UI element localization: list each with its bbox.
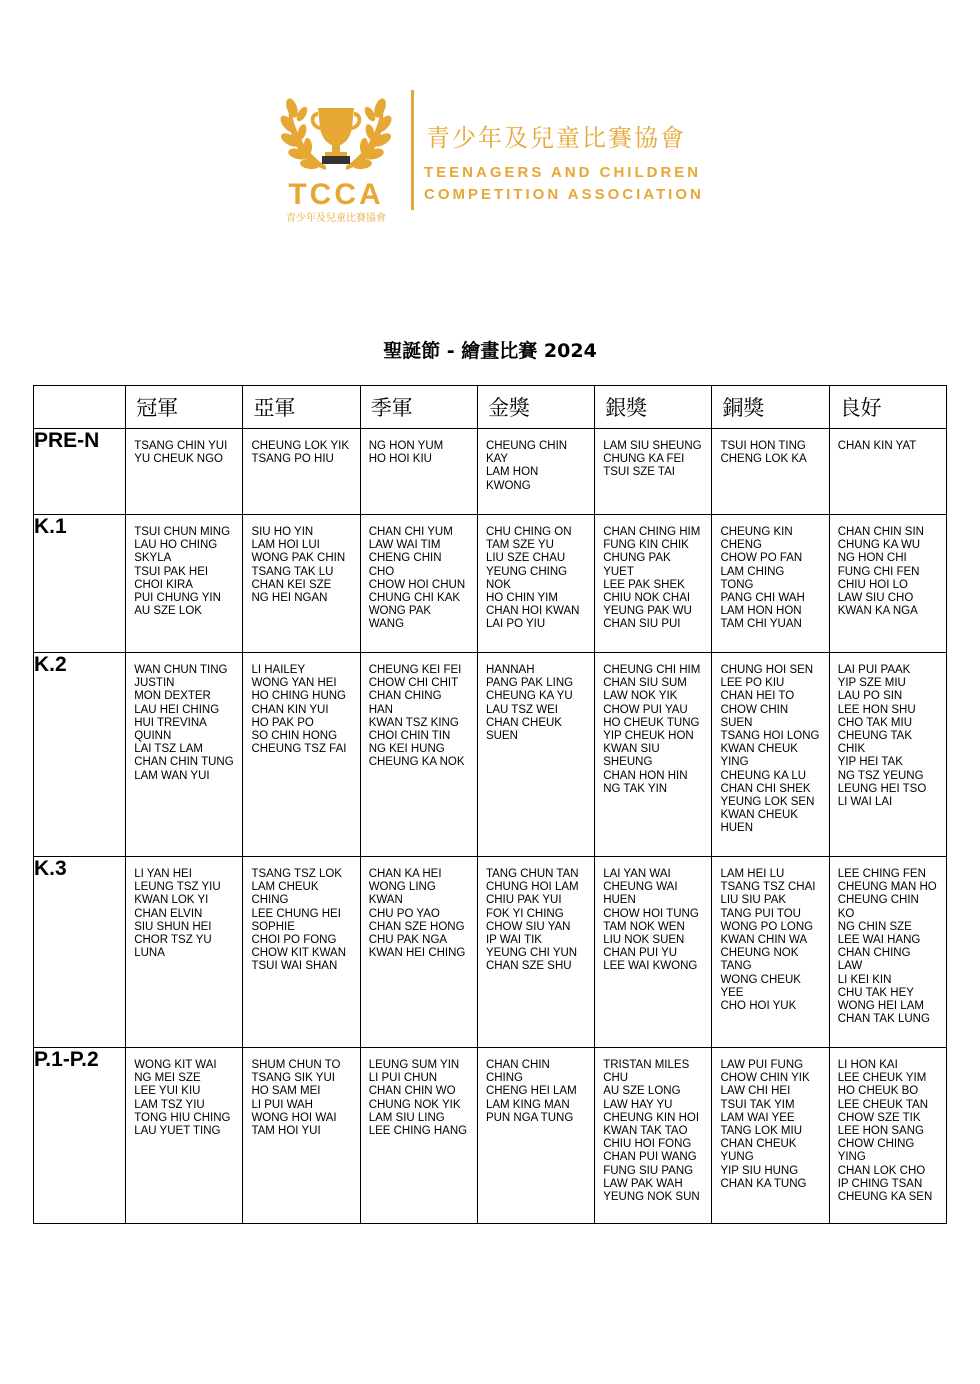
table-cell <box>595 1048 712 1224</box>
association-name-english-line1: TEENAGERS AND CHILDREN <box>424 164 702 181</box>
winner-names: CHAN KIN YAT <box>837 440 917 452</box>
association-name-chinese: 青少年及兒童比賽協會 <box>426 124 686 152</box>
winner-names: CHAN CHI YUM LAW WAI TIM CHENG CHIN CHO CHOW HOI CHUN CHUNG CHI KAK WONG PAK WANG <box>368 526 466 631</box>
table-row-p1-p2 <box>34 1048 947 1224</box>
table-row-k1 <box>34 515 947 653</box>
table-cell <box>243 653 360 857</box>
winner-names: LEE CHING FEN CHEUNG MAN HO CHEUNG CHIN KO NG CHIN SZE LEE WAI HANG CHAN CHING LAW LI KEI KIN CHU TAK HEY WONG HEI LAM CHAN TAK LUNG <box>837 868 937 1026</box>
winner-names: TSUI CHUN MING LAU HO CHING SKYLA TSUI PAK HEI CHOI KIRA PUI CHUNG YIN AU SZE LOK <box>134 526 231 618</box>
winner-names: LAI PUI PAAK YIP SZE MIU LAU PO SIN LEE HON SHU CHO TAK MIU CHEUNG TAK CHIK YIP HEI TAK NG TSZ YEUNG LEUNG HEI TSO LI WAI LAI <box>837 664 927 809</box>
winner-names: LI HON KAI LEE CHEUK YIM HO CHEUK BO LEE CHEUK TAN CHOW SZE TIK LEE HON SANG CHOW CHING YING CHAN LOK CHO IP CHING TSAN CHEUNG KA SEN <box>837 1059 933 1204</box>
table-cell <box>360 857 477 1048</box>
winner-names: CHUNG HOI SEN LEE PO KIU CHAN HEI TO CHOW CHIN SUEN TSANG HOI LONG KWAN CHEUK YING CHEUNG KA LU CHAN CHI SHEK YEUNG LOK SEN KWAN CHEUK HUEN <box>720 664 820 835</box>
winner-names: TSUI HON TING CHENG LOK KA <box>720 440 807 466</box>
table-cell <box>360 515 477 653</box>
winner-names: LAI YAN WAI CHEUNG WAI HUEN CHOW HOI TUNG TAM NOK WEN LIU NOK SUEN CHAN PUI YU LEE WAI KWONG <box>603 868 699 973</box>
winner-names: SHUM CHUN TO TSANG SIK YUI HO SAM MEI LI PUI WAH WONG HOI WAI TAM HOI YUI <box>251 1059 341 1138</box>
table-cell <box>477 857 594 1048</box>
header-second-runner-up: 季軍 <box>360 386 477 429</box>
winner-names: LAM HEI LU TSANG TSZ CHAI LIU SIU PAK TANG PUI TOU WONG PO LONG KWAN CHIN WA CHEUNG NOK TANG WONG CHEUK YEE CHO HOI YUK <box>720 868 816 1013</box>
winner-names: CHAN CHIN SIN CHUNG KA WU NG HON CHI FUNG CHI FEN CHIU HOI LO LAW SIU CHO KWAN KA NGA <box>837 526 924 618</box>
table-cell <box>829 429 946 515</box>
header-corner <box>34 386 126 429</box>
winner-names: LI YAN HEI LEUNG TSZ YIU KWAN LOK YI CHAN ELVIN SIU SHUN HEI CHOR TSZ YU LUNA <box>134 868 221 960</box>
header-row <box>34 386 947 429</box>
winner-names: TANG CHUN TAN CHUNG HOI LAM CHIU PAK YUI FOK YI CHING CHOW SIU YAN IP WAI TIK YEUNG CHI YUN CHAN SZE SHU <box>485 868 579 973</box>
emblem-text: TCCA <box>288 178 384 211</box>
table-cell <box>126 515 243 653</box>
winner-names: LEUNG SUM YIN LI PUI CHUN CHAN CHIN WO CHUNG NOK YIK LAM SIU LING LEE CHING HANG <box>368 1059 468 1138</box>
table-cell <box>829 1048 946 1224</box>
table-cell <box>829 515 946 653</box>
winner-names: SIU HO YIN LAM HOI LUI WONG PAK CHIN TSANG TAK LU CHAN KEI SZE NG HEI NGAN <box>251 526 346 605</box>
winner-names: CHEUNG CHI HIM CHAN SIU SUM LAW NOK YIK CHOW PUI YAU HO CHEUK TUNG YIP CHEUK HON KWAN SIU SHEUNG CHAN HON HIN NG TAK YIN <box>603 664 701 795</box>
table-cell <box>243 515 360 653</box>
table-cell <box>477 429 594 515</box>
table-cell <box>126 429 243 515</box>
header-first-runner-up: 亞軍 <box>243 386 360 429</box>
header-champion: 冠軍 <box>126 386 243 429</box>
winner-names: CHAN CHING HIM FUNG KIN CHIK CHUNG PAK YUET LEE PAK SHEK CHIU NOK CHAI YEUNG PAK WU CHAN SIU PUI <box>603 526 701 631</box>
winner-names: WAN CHUN TING JUSTIN MON DEXTER LAU HEI CHING HUI TREVINA QUINN LAI TSZ LAM CHAN CHIN TUNG LAM WAN YUI <box>134 664 234 782</box>
results-table <box>33 385 947 1224</box>
grade-label: PRE-N <box>34 429 126 515</box>
table-cell <box>595 653 712 857</box>
header-gold-award: 金獎 <box>477 386 594 429</box>
winner-names: WONG KIT WAI NG MEI SZE LEE YUI KIU LAM TSZ YIU TONG HIU CHING LAU YUET TING <box>134 1059 231 1138</box>
table-cell <box>712 653 829 857</box>
table-cell <box>712 515 829 653</box>
logo-divider <box>411 90 414 210</box>
table-cell <box>829 653 946 857</box>
table-cell <box>712 429 829 515</box>
winner-names: NG HON YUM HO HOI KIU <box>368 440 444 466</box>
emblem-subtext: 青少年及兒童比賽協會 <box>286 213 386 224</box>
table-row-pre-n <box>34 429 947 515</box>
table-cell <box>477 1048 594 1224</box>
grade-label: K.3 <box>34 857 126 1048</box>
table-cell <box>243 1048 360 1224</box>
winner-names: TSANG TSZ LOK LAM CHEUK CHING LEE CHUNG HEI SOPHIE CHOI PO FONG CHOW KIT KWAN TSUI WAI SHAN <box>251 868 346 973</box>
winner-names: CHEUNG KIN CHENG CHOW PO FAN LAM CHING TONG PANG CHI WAH LAM HON HON TAM CHI YUAN <box>720 526 805 631</box>
winner-names: LAW PUI FUNG CHOW CHIN YIK LAW CHI HEI TSUI TAK YIM LAM WAI YEE TANG LOK MIU CHAN CHEUK YUNG YIP SIU HUNG CHAN KA TUNG <box>720 1059 810 1190</box>
grade-label: K.1 <box>34 515 126 653</box>
table-cell <box>126 857 243 1048</box>
header-silver-award: 銀獎 <box>595 386 712 429</box>
table-cell <box>126 653 243 857</box>
winner-names: LAM SIU SHEUNG CHUNG KA FEI TSUI SZE TAI <box>603 440 702 479</box>
table-cell <box>477 515 594 653</box>
trophy-laurel-emblem <box>270 78 402 228</box>
table-cell <box>829 857 946 1048</box>
winner-names: LI HAILEY WONG YAN HEI HO CHING HUNG CHAN KIN YUI HO PAK PO SO CHIN HONG CHEUNG TSZ FAI <box>251 664 347 756</box>
winner-names: TRISTAN MILES CHU AU SZE LONG LAW HAY YU CHEUNG KIN HOI KWAN TAK TAO CHIU HOI FONG CHAN PUI WANG FUNG SIU PANG LAW PAK WAH YEUNG NOK SUN <box>603 1059 700 1204</box>
winner-names: CHU CHING ON TAM SZE YU LIU SZE CHAU YEUNG CHING NOK HO CHIN YIM CHAN HOI KWAN LAI PO YIU <box>485 526 580 631</box>
header-bronze-award: 銅獎 <box>712 386 829 429</box>
winner-names: CHEUNG CHIN KAY LAM HON KWONG <box>485 440 568 492</box>
grade-label: P.1-P.2 <box>34 1048 126 1224</box>
winner-names: CHAN CHIN CHING CHENG HEI LAM LAM KING MAN PUN NGA TUNG <box>485 1059 577 1124</box>
table-cell <box>243 429 360 515</box>
table-cell <box>243 857 360 1048</box>
table-cell <box>595 857 712 1048</box>
table-row-k3 <box>34 857 947 1048</box>
winner-names: CHEUNG KEI FEI CHOW CHI CHIT CHAN CHING HAN KWAN TSZ KING CHOI CHIN TIN NG KEI HUNG CHEUNG KA NOK <box>368 664 465 769</box>
winner-names: TSANG CHIN YUI YU CHEUK NGO <box>134 440 228 466</box>
table-cell <box>595 515 712 653</box>
table-cell <box>477 653 594 857</box>
winner-names: HANNAH PANG PAK LING CHEUNG KA YU LAU TSZ WEI CHAN CHEUK SUEN <box>485 664 574 743</box>
table-row-k2 <box>34 653 947 857</box>
association-name-english-line2: COMPETITION ASSOCIATION <box>424 186 704 203</box>
table-cell <box>360 1048 477 1224</box>
association-logo <box>270 78 730 228</box>
table-cell <box>360 653 477 857</box>
header-merit: 良好 <box>829 386 946 429</box>
grade-label: K.2 <box>34 653 126 857</box>
winner-names: CHEUNG LOK YIK TSANG PO HIU <box>251 440 350 466</box>
document-title: 聖誕節 - 繪畫比賽 2024 <box>383 340 597 362</box>
table-cell <box>595 429 712 515</box>
table-cell <box>712 857 829 1048</box>
table-cell <box>712 1048 829 1224</box>
winner-names: CHAN KA HEI WONG LING KWAN CHU PO YAO CHAN SZE HONG CHU PAK NGA KWAN HEI CHING <box>368 868 466 960</box>
table-cell <box>126 1048 243 1224</box>
table-cell <box>360 429 477 515</box>
